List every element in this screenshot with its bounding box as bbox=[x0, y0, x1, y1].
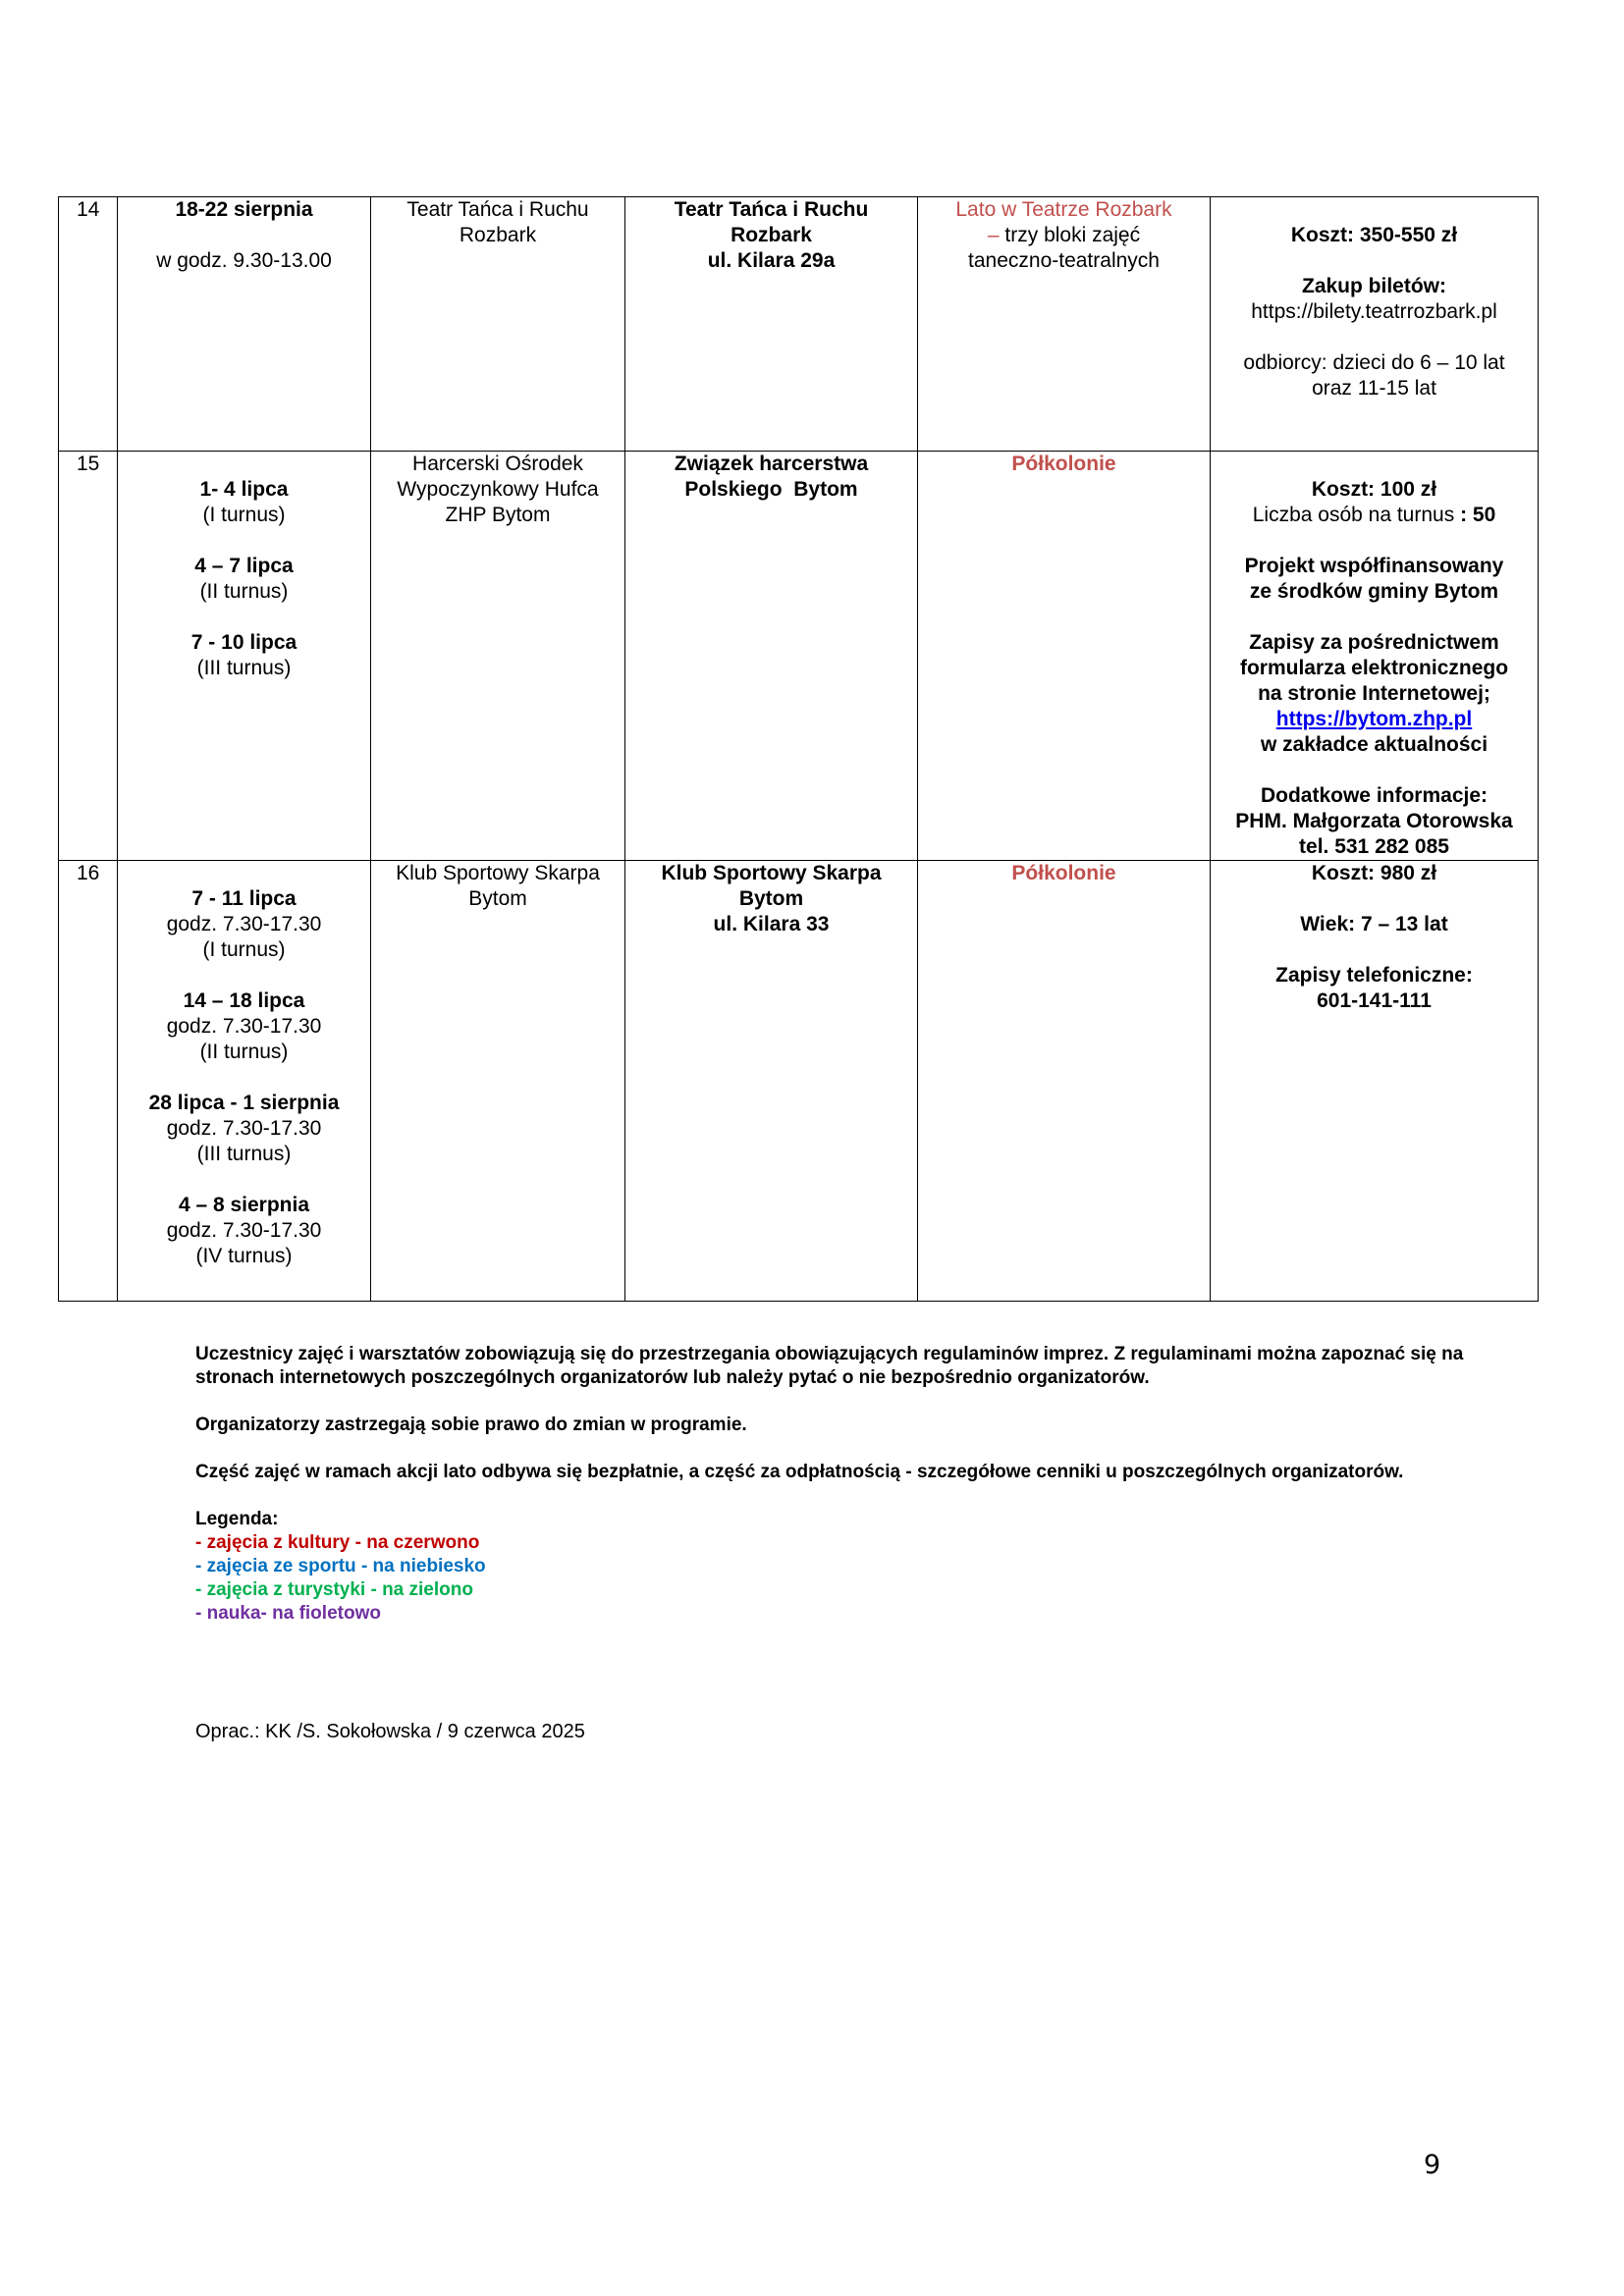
legend-item-culture: - zajęcia z kultury - na czerwono bbox=[195, 1532, 480, 1553]
date-range: 4 – 8 sierpnia bbox=[178, 1194, 310, 1216]
place-line: Teatr Tańca i Ruchu bbox=[674, 198, 869, 221]
legend-item-tourism: - zajęcia z turystyki - na zielono bbox=[195, 1579, 473, 1600]
row-number: 14 bbox=[59, 197, 118, 452]
legend-title: Legenda: bbox=[195, 1509, 279, 1529]
place-line: ul. Kilara 33 bbox=[713, 913, 830, 935]
cost: Koszt: 350-550 zł bbox=[1290, 224, 1458, 246]
schedule-table bbox=[58, 196, 1539, 1302]
place-line: Klub Sportowy Skarpa bbox=[661, 862, 882, 884]
contact-label: Dodatkowe informacje: bbox=[1260, 784, 1489, 807]
organizer-line: Teatr Tańca i Ruchu bbox=[406, 198, 589, 221]
place-line: Rozbark bbox=[731, 224, 812, 246]
organizer-cell bbox=[371, 197, 625, 452]
place-cell bbox=[625, 197, 918, 452]
info-cell bbox=[1211, 197, 1539, 452]
signup-note: Zapisy telefoniczne: bbox=[1275, 964, 1473, 987]
date-range: 7 - 10 lipca bbox=[190, 631, 298, 654]
capacity-value: : 50 bbox=[1460, 504, 1496, 526]
turnus: (II turnus) bbox=[199, 1041, 289, 1063]
organizer-line: Bytom bbox=[468, 887, 527, 910]
dates-cell bbox=[118, 861, 371, 1302]
hours: godz. 7.30-17.30 bbox=[166, 1015, 322, 1038]
legend-item-science: - nauka- na fioletowo bbox=[195, 1603, 381, 1624]
organizer-line: Harcerski Ośrodek bbox=[412, 453, 583, 475]
date-range: 28 lipca - 1 sierpnia bbox=[148, 1092, 340, 1114]
funding-note: Projekt współfinansowany bbox=[1244, 555, 1504, 577]
note-paragraph: Organizatorzy zastrzegają sobie prawo do zmian w programie. bbox=[195, 1415, 747, 1435]
date-range: 1- 4 lipca bbox=[199, 478, 289, 501]
tickets-url[interactable]: https://bilety.teatrrozbark.pl bbox=[1251, 300, 1497, 323]
signup-note: w zakładce aktualności bbox=[1260, 733, 1489, 756]
hours: w godz. 9.30-13.00 bbox=[156, 249, 332, 272]
hours: godz. 7.30-17.30 bbox=[166, 1117, 322, 1140]
turnus: (II turnus) bbox=[199, 580, 289, 603]
info-cell bbox=[1211, 861, 1539, 1302]
turnus: (III turnus) bbox=[196, 1143, 292, 1165]
row-number: 15 bbox=[59, 452, 118, 861]
place-line: Polskiego Bytom bbox=[684, 478, 858, 501]
place-line: Związek harcerstwa bbox=[674, 453, 869, 475]
date-range: 14 – 18 lipca bbox=[183, 989, 305, 1012]
turnus: (I turnus) bbox=[202, 938, 286, 961]
note-paragraph: Część zajęć w ramach akcji lato odbywa się bezpłatnie, a część za odpłatnością - szczegółowe cenniki u poszczególnych organizatorów. bbox=[195, 1462, 1404, 1482]
place-cell bbox=[625, 861, 918, 1302]
capacity-label: Liczba osób na turnus bbox=[1252, 504, 1455, 526]
dates-cell bbox=[118, 197, 371, 452]
turnus: (III turnus) bbox=[196, 657, 292, 679]
funding-note: ze środków gminy Bytom bbox=[1249, 580, 1499, 603]
signup-note: na stronie Internetowej; bbox=[1258, 682, 1490, 705]
activity-title: Lato w Teatrze Rozbark bbox=[955, 198, 1172, 221]
activity-title: Półkolonie bbox=[1011, 862, 1116, 884]
organizer-line: Wypoczynkowy Hufca bbox=[397, 478, 599, 501]
legend bbox=[195, 1508, 1472, 1626]
age: Wiek: 7 – 13 lat bbox=[1300, 913, 1448, 935]
contact-name: PHM. Małgorzata Otorowska bbox=[1235, 810, 1513, 832]
signup-note: formularza elektronicznego bbox=[1239, 657, 1509, 679]
activity-cell bbox=[918, 452, 1211, 861]
table-row bbox=[59, 861, 1539, 1302]
contact-phone: tel. 531 282 085 bbox=[1299, 835, 1449, 858]
place-line: ul. Kilara 29a bbox=[707, 249, 836, 272]
zhp-link[interactable]: https://bytom.zhp.pl bbox=[1275, 708, 1473, 730]
turnus: (IV turnus) bbox=[195, 1245, 293, 1267]
organizer-cell bbox=[371, 452, 625, 861]
activity-desc: taneczno-teatralnych bbox=[968, 249, 1160, 272]
date-range: 4 – 7 lipca bbox=[194, 555, 294, 577]
activity-title: Półkolonie bbox=[1011, 453, 1116, 475]
audience: odbiorcy: dzieci do 6 – 10 lat bbox=[1243, 351, 1505, 374]
activity-cell bbox=[918, 861, 1211, 1302]
organizer-line: Rozbark bbox=[459, 224, 537, 246]
place-line: Bytom bbox=[738, 887, 804, 910]
legend-item-sport: - zajęcia ze sportu - na niebiesko bbox=[195, 1556, 486, 1576]
dates-cell bbox=[118, 452, 371, 861]
note-paragraph: Uczestnicy zajęć i warsztatów zobowiązują się do przestrzegania obowiązujących regulaminów imprez. Z regulaminami można zapoznać się na stronach internetowych poszczególnych organizatorów lub należy pytać o nie bezpośrednio organizatorów. bbox=[195, 1344, 1464, 1388]
organizer-cell bbox=[371, 861, 625, 1302]
table-row bbox=[59, 452, 1539, 861]
contact-phone: 601-141-111 bbox=[1317, 989, 1432, 1012]
info-cell bbox=[1211, 452, 1539, 861]
page-number: 9 bbox=[1424, 2150, 1441, 2180]
activity-dash: – bbox=[987, 224, 1000, 246]
date-range: 7 - 11 lipca bbox=[191, 887, 297, 910]
date-range: 18-22 sierpnia bbox=[175, 198, 313, 221]
organizer-line: ZHP Bytom bbox=[445, 504, 551, 526]
signup-note: Zapisy za pośrednictwem bbox=[1249, 631, 1499, 654]
turnus: (I turnus) bbox=[202, 504, 286, 526]
cost: Koszt: 100 zł bbox=[1311, 478, 1437, 501]
table-row bbox=[59, 197, 1539, 452]
activity-cell bbox=[918, 197, 1211, 452]
footer-credit: Oprac.: KK /S. Sokołowska / 9 czerwca 2025 bbox=[195, 1721, 585, 1742]
hours: godz. 7.30-17.30 bbox=[166, 1219, 322, 1242]
hours: godz. 7.30-17.30 bbox=[166, 913, 322, 935]
cost: Koszt: 980 zł bbox=[1311, 862, 1437, 884]
notes-section bbox=[195, 1343, 1472, 1626]
organizer-line: Klub Sportowy Skarpa bbox=[396, 862, 600, 884]
audience: oraz 11-15 lat bbox=[1312, 377, 1436, 400]
row-number: 16 bbox=[59, 861, 118, 1302]
activity-desc: trzy bloki zajęć bbox=[1004, 224, 1141, 246]
tickets-label: Zakup biletów: bbox=[1302, 275, 1446, 297]
place-cell bbox=[625, 452, 918, 861]
